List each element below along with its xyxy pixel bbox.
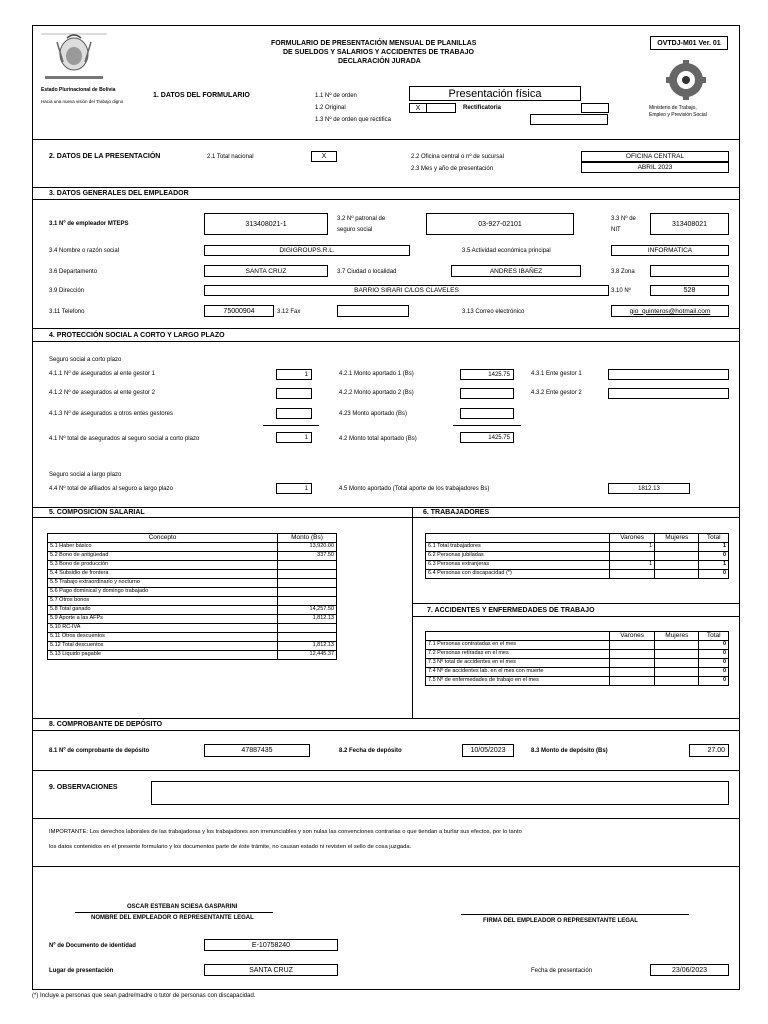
fecha-presentacion-field[interactable]: 23/06/2023 [650,964,729,976]
table-row [426,659,729,668]
mes-field[interactable]: ABRIL 2023 [581,162,729,173]
largo-label: 4.4 Nº total de afiliados al seguro a largo plazo [49,486,173,492]
name-label: NOMBRE DEL EMPLEADOR O REPRESENTANTE LEGAL [91,915,254,921]
m1-label: 4.2.1 Monto aportado 1 (Bs) [339,371,414,377]
divider [33,517,739,518]
section-4-label: 4. PROTECCIÓN SOCIAL A CORTO Y LARGO PLAZO [49,332,225,339]
nombre-field[interactable]: DIGIGROUPS.R.L. [204,245,410,256]
divider [412,616,739,617]
fax-label: 3.12 Fax [277,309,301,315]
accidents-col-mujeres: Mujeres [655,632,699,641]
state-motto: Hacia una nueva visión del Trabajo digno [41,99,124,104]
salary-concepto: 5.6 Pago dominical y domingo trabajado [48,588,278,597]
table-row [48,642,337,651]
table-row [426,552,729,561]
salary-monto[interactable] [278,597,337,606]
accidents-total[interactable]: 0 [699,659,729,668]
nit-label-1: 3.3 Nº de [611,216,636,222]
col-concepto: Concepto [48,534,278,543]
doc-field[interactable]: E-10758240 [204,939,338,951]
table-row [426,561,729,570]
salary-concepto: 5.8 Total ganado [48,606,278,615]
representative-name: OSCAR ESTEBAN SCIESA GASPARINI [127,904,238,910]
gear-icon [661,58,711,102]
accidents-col-label [426,632,610,641]
mtot-field[interactable]: 1425.75 [460,432,514,443]
actividad-label: 3.5 Actividad económica principal [462,248,551,254]
accidents-mujeres[interactable] [655,677,699,686]
table-row [48,615,337,624]
r1-label: 4.1.1 Nº de asegurados al ente gestor 1 [49,371,155,377]
rectificatoria-checkbox[interactable] [581,103,609,113]
observations-field[interactable] [151,781,729,805]
divider [33,341,739,342]
workers-total[interactable]: 1 [699,543,729,552]
important-line1: IMPORTANTE: Los derechos laborales de las trabajadoras y los trabajadores son irrenunciables y son nulas las convenciones contrarias o que tiendan a burlar sus efectos, por lo tanto [49,829,522,835]
col-monto: Monto (Bs) [278,534,337,543]
salary-monto[interactable]: 337.50 [278,552,337,561]
state-logo [39,32,109,88]
table-row [48,579,337,588]
tot-label: 4.1 Nº total de asegurados al seguro social a corto plazo [49,436,200,442]
name-line [75,912,273,913]
table-row [426,677,729,686]
salary-monto[interactable] [278,570,337,579]
accidents-varones[interactable] [610,668,655,677]
workers-total[interactable]: 0 [699,552,729,561]
r2-label: 4.1.2 Nº de asegurados al ente gestor 2 [49,390,155,396]
workers-row-label: 6.1 Total trabajadores [426,543,610,552]
accidents-row-label: 7.1 Personas contratadas en el mes [426,641,610,650]
lugar-field[interactable]: SANTA CRUZ [204,964,338,976]
divider [33,199,739,200]
accidents-total[interactable]: 0 [699,641,729,650]
depto-field[interactable]: SANTA CRUZ [204,265,328,277]
ciudad-label: 3.7 Ciudad o localidad [337,269,397,275]
table-row [48,588,337,597]
workers-mujeres[interactable] [655,543,699,552]
workers-varones[interactable] [610,570,655,579]
salary-monto[interactable]: 14,257.50 [278,606,337,615]
m3-field[interactable] [460,408,514,419]
divider [33,730,739,731]
fecha-presentacion-label: Fecha de presentación [531,968,593,974]
deposit-monto-label: 8.3 Monto de depósito (Bs) [531,748,608,754]
section-8-label: 8. COMPROBANTE DE DEPÓSITO [49,721,163,728]
important-line2: los datos contenidos en el presente formulario y los documentos parte de éste trámite, no causan estado ni revisten el sello de cosa juzgada. [49,844,412,850]
section-3-label: 3. DATOS GENERALES DEL EMPLEADOR [49,190,189,197]
workers-varones[interactable]: 1 [610,543,655,552]
workers-mujeres[interactable] [655,561,699,570]
oficina-label: 2.2 Oficina central o nº de sucursal [411,154,504,160]
salary-concepto: 5.9 Aporte a las AFPs [48,615,278,624]
section-9-label: 9. OBSERVACIONES [49,784,118,791]
salary-monto[interactable]: 12,445.37 [278,651,337,660]
divider [33,866,739,867]
accidents-row-label: 7.5 Nº de enfermedades de trabajo en el mes [426,677,610,686]
r2-field[interactable] [276,388,312,399]
workers-varones[interactable]: 1 [610,561,655,570]
divider [412,603,739,604]
form-title-line1: FORMULARIO DE PRESENTACIÓN MENSUAL DE PLANILLAS [271,40,477,47]
table-row [48,570,337,579]
telefono-label: 3.11 Telefono [49,309,85,315]
mtot-label: 4.2 Monto total aportado (Bs) [339,436,417,442]
r3-label: 4.1.3 Nº de asegurados a otros entes gestores [49,411,173,417]
divider [33,328,739,329]
column-divider [412,507,413,719]
sum-line [453,425,521,426]
salary-monto[interactable]: 13,920.00 [278,543,337,552]
e1-label: 4.3.1 Ente gestor 1 [531,371,582,377]
m1-field[interactable]: 1425.75 [460,369,514,380]
deposit-no-field[interactable]: 47887435 [204,744,310,757]
rectifica-label: 1.3 Nº de orden que rectifica [315,117,391,123]
e2-field[interactable] [608,388,729,399]
salary-concepto: 5.4 Subsidio de frontera [48,570,278,579]
lugar-label: Lugar de presentación [49,968,114,974]
table-row [426,641,729,650]
m3-label: 4.23 Monto aportado (Bs) [339,411,408,417]
patronal-label-1: 3.2 Nº patronal de [337,216,386,222]
salary-monto[interactable]: 1,812.13 [278,615,337,624]
form-code: OVTDJ-M01 Ver. 01 [650,36,728,50]
rectifica-field[interactable] [530,114,608,125]
largo-title: Seguro social a largo plazo [49,472,122,478]
accidents-mujeres[interactable] [655,641,699,650]
salary-monto[interactable] [278,588,337,597]
table-row [48,624,337,633]
zona-field[interactable] [650,265,729,277]
corto-title: Seguro social a corto plazo [49,357,122,363]
total-nacional-checkbox[interactable]: X [311,151,337,162]
accidents-varones[interactable] [610,677,655,686]
footnote: (*) Incluye a personas que sean padre/madre o tutor de personas con discapacidad. [32,993,256,999]
table-row [426,543,729,552]
r1-field[interactable]: 1 [276,369,312,380]
salary-monto[interactable] [278,624,337,633]
oficina-field[interactable]: OFICINA CENTRAL [581,151,729,162]
accidents-mujeres[interactable] [655,668,699,677]
largo-monto-label: 4.5 Monto aportado (Total aporte de los trabajadores Bs) [339,486,490,492]
r3-field[interactable] [276,408,312,419]
accidents-table [425,631,729,686]
salary-monto[interactable]: 1,812.13 [278,642,337,651]
salary-table [47,533,337,660]
workers-table [425,533,729,579]
section-2-label: 2. DATOS DE LA PRESENTACIÓN [49,153,161,160]
salary-concepto: 5.7 Otros bonos [48,597,278,606]
section-1-label: 1. DATOS DEL FORMULARIO [153,92,250,99]
original-label: 1.2 Original [315,105,346,111]
largo-monto-field[interactable]: 1812.13 [608,483,690,494]
form-page [32,25,740,990]
fax-field[interactable] [337,305,409,317]
correo-field[interactable]: gio_quinteros@hotmail.com [611,305,729,317]
total-nacional-label: 2.1 Total nacional [207,154,254,160]
workers-col-varones: Varones [610,534,655,543]
deposit-fecha-label: 8.2 Fecha de depósito [339,748,402,754]
accidents-row-label: 7.4 Nº de accidentes lab. en el mes con muerte [426,668,610,677]
accidents-varones[interactable] [610,650,655,659]
order-no-label: 1.1 Nº de orden [315,93,357,99]
salary-monto[interactable] [278,633,337,642]
workers-total[interactable]: 1 [699,561,729,570]
e1-field[interactable] [608,369,729,380]
order-no-field[interactable]: Presentación física [409,86,581,101]
firma-label: FIRMA DEL EMPLEADOR O REPRESENTANTE LEGAL [483,918,638,924]
salary-monto[interactable] [278,579,337,588]
workers-mujeres[interactable] [655,552,699,561]
m2-field[interactable] [460,388,514,399]
accidents-total[interactable]: 0 [699,668,729,677]
workers-mujeres[interactable] [655,570,699,579]
telefono-field[interactable]: 75000904 [204,305,274,317]
salary-concepto: 5.11 Otros descuentos [48,633,278,642]
table-row [48,543,337,552]
coat-of-arms-icon [39,32,109,88]
workers-row-label: 6.3 Personas extranjeras [426,561,610,570]
nit-label-2: NIT [611,227,621,233]
divider [33,187,739,188]
tot-field[interactable]: 1 [276,432,312,443]
numero-label: 3.10 Nº [611,288,631,294]
salary-concepto: 5.1 Haber básico [48,543,278,552]
accidents-col-total: Total [699,632,729,641]
section-5-label: 5. COMPOSICIÓN SALARIAL [49,509,145,516]
divider [33,718,739,719]
actividad-field[interactable]: INFORMATICA [611,245,729,256]
state-name: Estado Plurinacional de Bolivia [41,87,116,93]
table-row [426,570,729,579]
table-row [48,606,337,615]
mteps-field[interactable]: 313408021-1 [204,213,328,235]
salary-monto[interactable] [278,561,337,570]
table-row [48,561,337,570]
sum-line [263,425,319,426]
accidents-varones[interactable] [610,659,655,668]
salary-concepto: 5.13 Liquido pagable [48,651,278,660]
divider [33,139,739,140]
signature-line [461,914,689,915]
accidents-row-label: 7.2 Personas retiradas en el mes [426,650,610,659]
rectificatoria-label: Rectificatoria [463,105,502,111]
accidents-varones[interactable] [610,641,655,650]
workers-col-label [426,534,610,543]
form-title-line2: DE SUELDOS Y SALARIOS Y ACCIDENTES DE TRABAJO [283,49,474,56]
ministry-line2: Empleo y Previsión Social [649,112,707,118]
table-row [48,552,337,561]
deposit-no-label: 8.1 Nº de comprobante de depósito [49,748,150,754]
form-title-line3: DECLARACIÓN JURADA [338,58,421,65]
correo-label: 3.13 Correo electrónico [462,309,525,315]
direccion-label: 3.9 Dirección [49,288,85,294]
table-row [48,597,337,606]
workers-varones[interactable] [610,552,655,561]
deposit-fecha-field[interactable]: 10/05/2023 [462,744,514,757]
m2-label: 4.2.2 Monto aportado 2 (Bs) [339,390,414,396]
salary-concepto: 5.3 Bono de producción [48,561,278,570]
accidents-mujeres[interactable] [655,659,699,668]
salary-concepto: 5.2 Bono de antigüedad [48,552,278,561]
nombre-label: 3.4 Nombre o razón social [49,248,120,254]
doc-label: Nº de Documento de identidad [49,943,136,949]
section-7-label: 7. ACCIDENTES Y ENFERMEDADES DE TRABAJO [427,607,595,614]
zona-label: 3.8 Zona [611,269,635,275]
accidents-col-varones: Varones [610,632,655,641]
salary-concepto: 5.12 Total descuentos [48,642,278,651]
deposit-monto-field[interactable]: 27.00 [689,744,729,757]
accidents-mujeres[interactable] [655,650,699,659]
divider [33,770,739,771]
section-6-label: 6. TRABAJADORES [423,509,490,516]
accidents-total[interactable]: 0 [699,677,729,686]
original-checkbox[interactable]: X [409,103,427,113]
original-field[interactable] [426,103,456,113]
table-row [426,668,729,677]
direccion-field[interactable]: BARRIO SIRARI C/LOS CLAVELES [204,285,609,296]
accidents-total[interactable]: 0 [699,650,729,659]
ministry-logo [661,58,711,102]
accidents-row-label: 7.3 Nº total de accidentes en el mes [426,659,610,668]
table-row [48,651,337,660]
divider [33,818,739,819]
workers-total[interactable]: 0 [699,570,729,579]
ciudad-field[interactable]: ANDRES IBAÑEZ [451,265,581,277]
salary-concepto: 5.10 RC-IVA [48,624,278,633]
salary-concepto: 5.5 Trabajo extraordinario y nocturno [48,579,278,588]
divider [33,507,739,508]
nit-field[interactable]: 313408021 [650,213,729,235]
workers-row-label: 6.4 Personas con discapacidad (*) [426,570,610,579]
mes-label: 2.3 Mes y año de presentación [411,166,494,172]
workers-row-label: 6.2 Personas jubiladas [426,552,610,561]
workers-col-mujeres: Mujeres [655,534,699,543]
depto-label: 3.6 Departamento [49,269,98,275]
largo-field[interactable]: 1 [276,483,312,494]
numero-field[interactable]: 528 [650,285,729,296]
patronal-label-2: seguro social [337,227,373,233]
ministry-line1: Ministerio de Trabajo, [649,105,697,111]
table-row [426,650,729,659]
workers-col-total: Total [699,534,729,543]
table-row [48,633,337,642]
mteps-label: 3.1 Nº de empleador MTEPS [49,221,129,227]
e2-label: 4.3.2 Ente gestor 2 [531,390,582,396]
patronal-field[interactable]: 03-927-02101 [426,213,574,235]
signature-area[interactable] [461,876,689,912]
